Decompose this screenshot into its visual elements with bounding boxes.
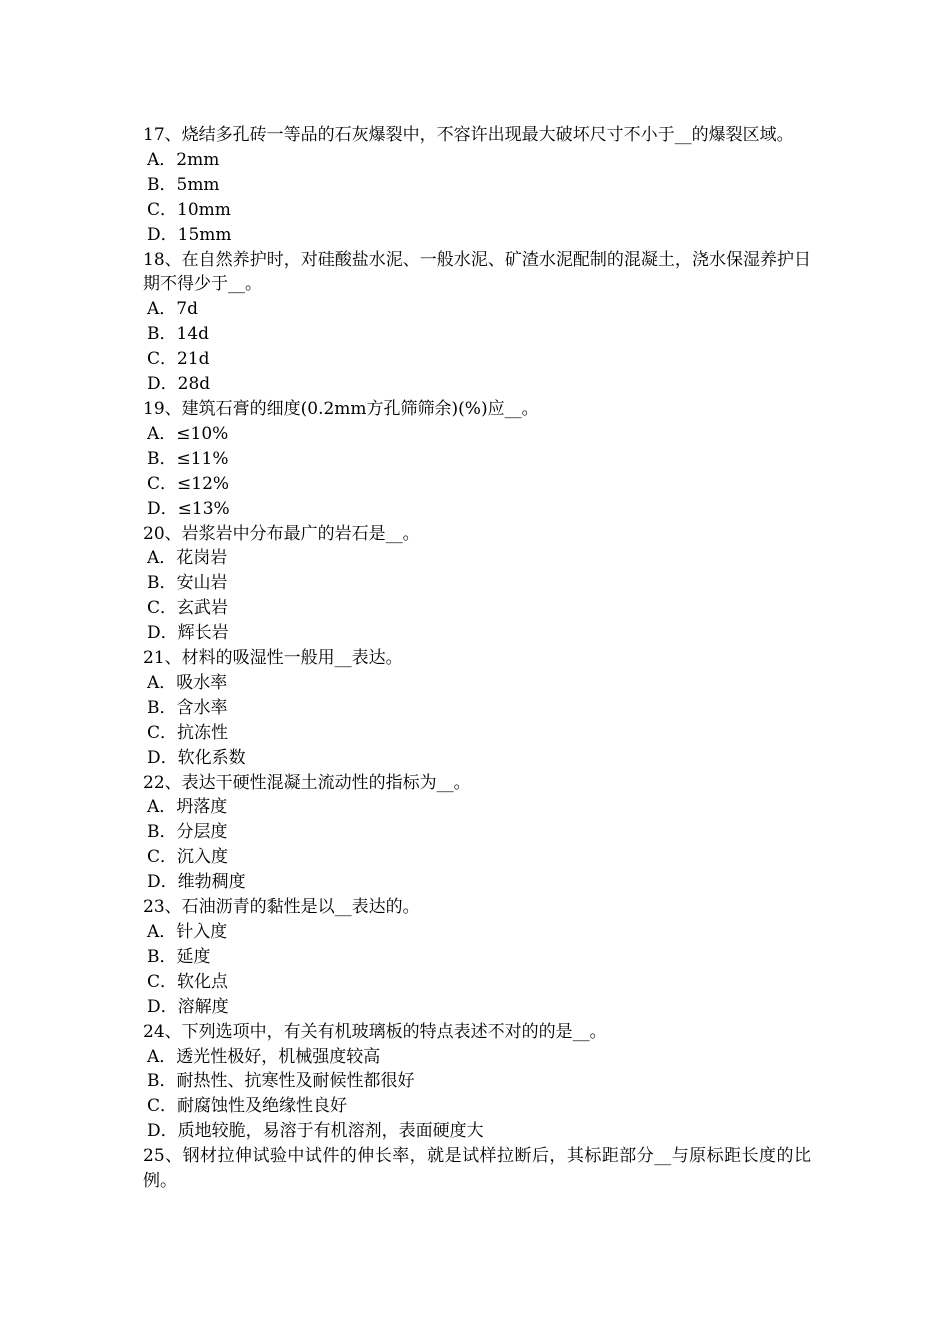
option-letter: C． — [147, 1096, 178, 1117]
option-letter: D． — [147, 498, 178, 519]
option-letter: C． — [147, 722, 178, 743]
option-c — [143, 472, 811, 497]
option-letter: B． — [147, 573, 177, 594]
question-24 — [143, 1020, 811, 1145]
option-text: 软化系数 — [177, 747, 246, 768]
option-d — [143, 1119, 811, 1144]
option-letter: D． — [147, 872, 178, 893]
option-letter: D． — [147, 623, 178, 644]
question-18 — [143, 248, 811, 397]
question-21 — [143, 646, 811, 771]
option-text: 沉入度 — [177, 847, 229, 868]
option-a — [143, 671, 811, 696]
option-letter: D． — [147, 996, 178, 1017]
option-letter: B． — [147, 174, 177, 195]
option-b — [143, 696, 811, 721]
option-letter: B． — [147, 946, 177, 967]
option-letter: A． — [147, 1046, 177, 1067]
option-c — [143, 970, 811, 995]
question-stem: 22、表达干硬性混凝土流动性的指标为__。 — [143, 772, 471, 793]
option-text: 维勃稠度 — [177, 872, 246, 893]
option-d — [143, 621, 811, 646]
option-letter: B． — [147, 1071, 177, 1092]
option-d — [143, 223, 811, 248]
option-letter: A． — [147, 672, 177, 693]
option-text: 含水率 — [176, 697, 228, 718]
option-b — [143, 447, 811, 472]
option-text: 7d — [176, 299, 198, 320]
question-22 — [143, 771, 811, 896]
option-c — [143, 1094, 811, 1119]
option-text: 软化点 — [177, 971, 229, 992]
option-letter: C． — [147, 598, 178, 619]
question-stem: 24、下列选项中，有关有机玻璃板的特点表述不对的的是__。 — [143, 1021, 607, 1042]
option-text: 抗冻性 — [177, 722, 229, 743]
option-text: 10mm — [177, 199, 231, 220]
option-a — [143, 920, 811, 945]
option-a — [143, 148, 811, 173]
option-a — [143, 546, 811, 571]
option-d — [143, 497, 811, 522]
option-text: ≤13% — [177, 498, 230, 519]
option-b — [143, 1069, 811, 1094]
option-c — [143, 347, 811, 372]
question-stem: 23、石油沥青的黏性是以__表达的。 — [143, 897, 420, 918]
option-letter: D． — [147, 374, 178, 395]
option-text: 玄武岩 — [177, 598, 229, 619]
question-23 — [143, 895, 811, 1020]
option-c — [143, 596, 811, 621]
option-letter: A． — [147, 548, 177, 569]
option-letter: D． — [147, 224, 178, 245]
question-19 — [143, 397, 811, 522]
document-page — [143, 123, 811, 1194]
option-b — [143, 945, 811, 970]
option-letter: B． — [147, 697, 177, 718]
question-stem: 19、建筑石膏的细度(0.2mm方孔筛筛余)(%)应__。 — [143, 398, 539, 419]
option-letter: D． — [147, 747, 178, 768]
option-d — [143, 372, 811, 397]
option-a — [143, 422, 811, 447]
option-text: 延度 — [176, 946, 211, 967]
option-text: 吸水率 — [176, 672, 228, 693]
option-letter: A． — [147, 299, 177, 320]
option-text: 分层度 — [176, 822, 228, 843]
option-text: 14d — [176, 324, 210, 345]
option-a — [143, 795, 811, 820]
option-text: 坍落度 — [176, 797, 228, 818]
option-text: 5mm — [176, 174, 220, 195]
option-b — [143, 571, 811, 596]
option-letter: D． — [147, 1121, 178, 1142]
option-text: 28d — [177, 374, 211, 395]
option-text: 耐腐蚀性及绝缘性良好 — [177, 1096, 348, 1117]
option-letter: B． — [147, 448, 177, 469]
option-text: 耐热性、抗寒性及耐候性都很好 — [176, 1071, 415, 1092]
question-stem: 21、材料的吸湿性一般用__表达。 — [143, 648, 403, 669]
option-c — [143, 721, 811, 746]
option-text: 花岗岩 — [176, 548, 228, 569]
option-d — [143, 995, 811, 1020]
question-stem: 18、在自然养护时，对硅酸盐水泥、一般水泥、矿渣水泥配制的混凝土，浇水保湿养护日期不得少于__。 — [143, 249, 811, 295]
option-letter: A． — [147, 149, 177, 170]
option-text: 透光性极好，机械强度较高 — [176, 1046, 381, 1067]
option-b — [143, 820, 811, 845]
option-text: ≤10% — [176, 423, 229, 444]
option-d — [143, 746, 811, 771]
option-letter: C． — [147, 971, 178, 992]
option-letter: C． — [147, 199, 178, 220]
option-letter: A． — [147, 423, 177, 444]
option-text: 21d — [177, 349, 210, 370]
option-b — [143, 173, 811, 198]
option-letter: A． — [147, 797, 177, 818]
option-a — [143, 297, 811, 322]
option-b — [143, 322, 811, 347]
question-stem: 17、烧结多孔砖一等品的石灰爆裂中，不容许出现最大破坏尺寸不小于__的爆裂区域。 — [143, 125, 794, 145]
question-20 — [143, 522, 811, 647]
option-letter: C． — [147, 847, 178, 868]
option-text: 15mm — [177, 224, 232, 245]
option-letter: B． — [147, 324, 177, 345]
option-a — [143, 1045, 811, 1070]
option-text: 溶解度 — [177, 996, 229, 1017]
option-text: 辉长岩 — [177, 623, 229, 644]
option-text: 质地较脆，易溶于有机溶剂，表面硬度大 — [177, 1121, 484, 1142]
option-letter: C． — [147, 349, 178, 370]
option-letter: A． — [147, 922, 177, 942]
question-stem: 25、钢材拉伸试验中试件的伸长率，就是试样拉断后，其标距部分__与原标距长度的比例。 — [143, 1146, 811, 1192]
option-d — [143, 870, 811, 895]
option-letter: C． — [147, 473, 178, 494]
option-text: 安山岩 — [176, 573, 228, 594]
option-c — [143, 845, 811, 870]
option-text: 2mm — [176, 149, 220, 170]
option-text: ≤11% — [176, 448, 229, 469]
option-letter: B． — [147, 822, 177, 843]
question-17 — [143, 123, 811, 248]
question-25 — [143, 1144, 811, 1194]
option-c — [143, 198, 811, 223]
option-text: ≤12% — [177, 473, 230, 494]
question-stem: 20、岩浆岩中分布最广的岩石是__。 — [143, 523, 420, 544]
option-text: 针入度 — [176, 922, 228, 942]
